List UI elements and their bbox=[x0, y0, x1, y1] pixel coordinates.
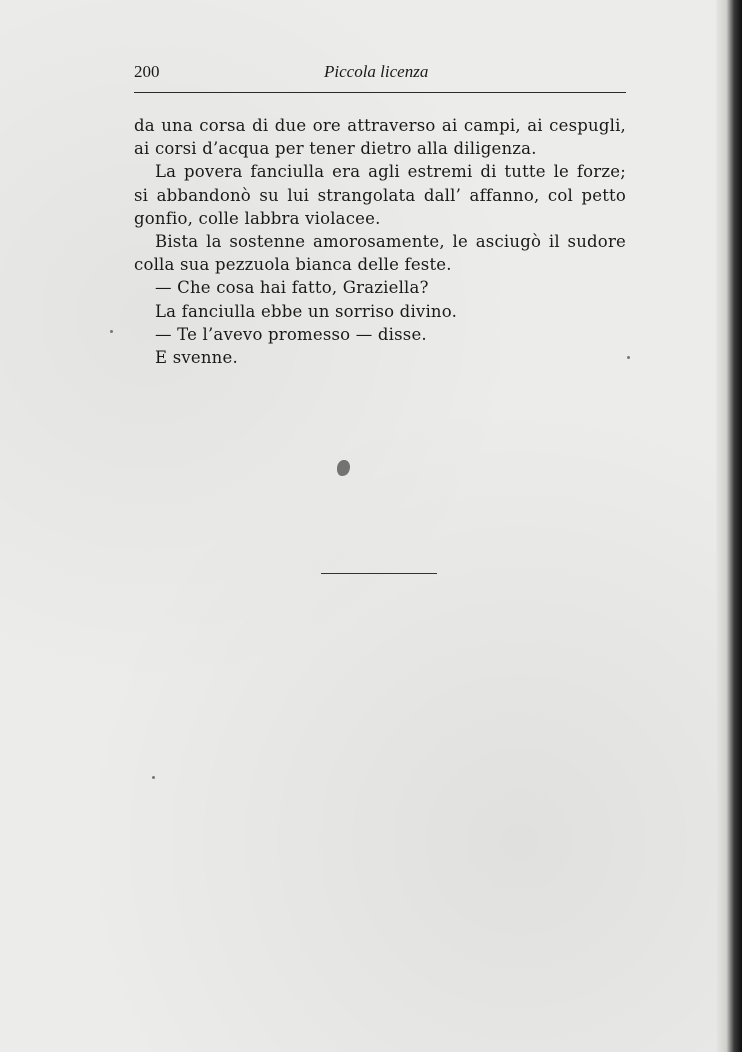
text-line: — Che cosa hai fatto, Graziella? bbox=[155, 278, 429, 298]
text-line: — Te l’avevo promesso — disse. bbox=[155, 324, 427, 344]
paper-speck bbox=[110, 330, 113, 333]
header-rule bbox=[134, 92, 626, 93]
page-number: 200 bbox=[134, 62, 160, 81]
ink-blot bbox=[337, 460, 350, 476]
text-line: E svenne. bbox=[155, 348, 238, 368]
text-line: La fanciulla ebbe un sorriso divino. bbox=[155, 301, 458, 321]
running-title: Piccola licenza bbox=[324, 62, 429, 81]
body-text bbox=[134, 114, 626, 369]
text-line: gonfio, colle labbra violacee. bbox=[134, 208, 381, 228]
text-line: colla sua pezzuola bianca delle feste. bbox=[134, 255, 452, 275]
text-line: si abbandonò su lui strangolata dall’ affanno, col petto bbox=[134, 185, 626, 205]
end-rule bbox=[321, 573, 437, 574]
book-binding-edge bbox=[716, 0, 742, 1052]
running-head bbox=[134, 62, 624, 88]
paper-speck bbox=[627, 356, 630, 359]
text-line: da una corsa di due ore attraverso ai campi, ai cespugli, bbox=[134, 116, 626, 135]
text-line: La povera fanciulla era agli estremi di tutte le forze; bbox=[155, 162, 626, 182]
paper-speck bbox=[152, 776, 155, 779]
text-line: Bista la sostenne amorosamente, le asciugò il sudore bbox=[155, 232, 626, 252]
text-line: ai corsi d’acqua per tener dietro alla diligenza. bbox=[134, 139, 537, 159]
